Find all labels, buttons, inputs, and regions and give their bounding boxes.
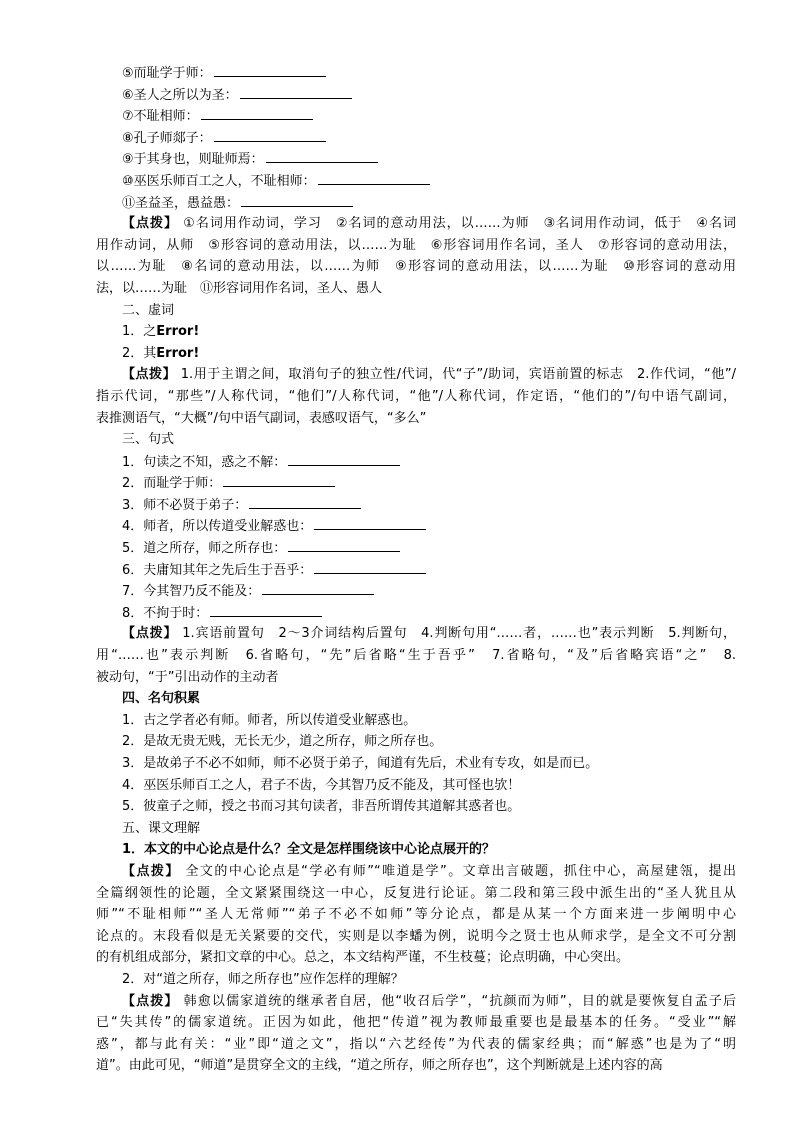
vocab-note-line [96, 278, 736, 300]
jushi-item-text: 6．夫庸知其年之先后生于吾乎： [122, 562, 313, 578]
xuci-note-text: 1.用于主谓之间，取消句子的独立性/代词，代“子”/助词，宾语前置的标志 2.作代词，“他”/ [176, 367, 736, 383]
vocab-item-text: ⑥圣人之所以为圣： [122, 87, 238, 103]
answer-2-text: 韩愈以儒家道统的继承者自居，他“收召后学”，“抗颜而为师”，目的就是要恢复自孟子后 [178, 993, 736, 1009]
xuci-note-text: 指示代词，“那些”/人称代词，“他们”/人称代词，“他”/人称代词，作定语，“他们的”/句中语气副词， [96, 388, 736, 404]
xuci-item-text: 2．其 [122, 345, 157, 361]
answer-1-text: 论点的。末段看似是无关紧要的交代，实则是以李蟠为例，说明今之贤士也从师求学，是全文不可分割 [96, 928, 736, 944]
vocab-item [96, 192, 736, 214]
answer-blank[interactable] [223, 472, 335, 487]
vocab-item [96, 127, 736, 149]
vocab-note-text: 以……为耻 ⑧名词的意动用法，以……为师 ⑨形容词的意动用法，以……为耻 ⑩形容词的意动用 [96, 259, 736, 275]
jushi-item-text: 8．不拘于时： [122, 605, 209, 621]
vocab-item [96, 62, 736, 84]
error-field: Error! [156, 324, 200, 340]
question: 2．对“道之所存，师之所存也”应作怎样的理解？ [122, 971, 404, 987]
answer-blank[interactable] [266, 148, 378, 163]
jushi-item-text: 4．师者，所以传道受业解惑也： [122, 519, 313, 535]
jushi-note-line [96, 645, 736, 667]
answer-blank[interactable] [214, 62, 326, 77]
answer-2-line [96, 991, 736, 1013]
famous-quote: 4．巫医乐师百工之人，君子不齿，今其智乃反不能及，其可怪也欤！ [122, 777, 521, 793]
note-tag: 【点拨】 [122, 216, 179, 232]
jushi-item-text: 3．师不必贤于弟子： [122, 497, 248, 513]
note-tag: 【点拨】 [122, 626, 178, 642]
jushi-note-text: 1.宾语前置句 2～3介词结构后置句 4.判断句用“……者，……也”表示判断 5.判断句， [177, 626, 736, 642]
answer-2-text: 道”。由此可见，“师道”是贯穿全文的主线，“道之所存，师之所存也”，这个判断就是上述内容的高 [96, 1058, 663, 1074]
famous-quote: 2．是故无贵无贱，无长无少，道之所存，师之所存也。 [122, 734, 443, 750]
answer-1-text: 师”“不耻相师”“圣人无常师”“弟子不必不如师”等分论点，都是从某一个方面来进一步阐明中心 [96, 907, 736, 923]
jushi-item [96, 580, 736, 602]
vocab-note-text: 用作动词，从师 ⑤形容词的意动用法，以……为耻 ⑥形容词用作名词，圣人 ⑦形容词的意动用法， [96, 237, 736, 253]
vocab-item [96, 148, 736, 170]
answer-2-line [96, 1055, 736, 1077]
vocab-item [96, 170, 736, 192]
vocab-note-text: ①名词用作动词，学习 ②名词的意动用法，以……为师 ③名词用作动词，低于 ④名词 [178, 216, 736, 232]
answer-1-text: 的有机组成部分，紧扣文章的中心。总之，本文结构严谨，不生枝蔓；论点明确，中心突出。 [96, 950, 630, 966]
jushi-item-text: 1．句读之不知，惑之不解： [122, 454, 287, 470]
vocab-item-text: ⑪圣益圣，愚益愚： [122, 195, 240, 211]
vocab-item-text: ⑩巫医乐师百工之人，不耻相师： [122, 173, 316, 189]
error-field: Error! [156, 345, 200, 361]
answer-2-line [96, 1012, 736, 1034]
jushi-item-text: 5．道之所存，师之所存也： [122, 541, 287, 557]
question: 1．本文的中心论点是什么？全文是怎样围绕该中心论点展开的？ [122, 842, 496, 858]
vocab-note-line [96, 235, 736, 257]
jushi-item [96, 494, 736, 516]
jushi-note-line [96, 623, 736, 645]
note-tag: 【点拨】 [122, 367, 177, 383]
famous-quote: 3．是故弟子不必不如师，师不必贤于弟子，闻道有先后，术业有专攻，如是而已。 [122, 756, 599, 771]
answer-1-line [96, 926, 736, 948]
xuci-note-line [96, 364, 736, 386]
jushi-item [96, 537, 736, 559]
answer-blank[interactable] [288, 451, 400, 466]
answer-2-line [96, 1034, 736, 1056]
vocab-item-text: ⑦不耻相师： [122, 109, 199, 125]
section-heading: 三、句式 [122, 432, 175, 448]
section-heading: 二、虚词 [122, 302, 175, 318]
jushi-item-text: 2．而耻学于师： [122, 476, 222, 492]
answer-blank[interactable] [249, 494, 361, 509]
answer-blank[interactable] [241, 192, 353, 207]
vocab-item-text: ⑤而耻学于师： [122, 66, 212, 81]
answer-blank[interactable] [314, 559, 426, 574]
answer-2-text: 惑”，都与此有关：“业”即“道之文”，指以“六艺经传”为代表的儒家经典；而“解惑”也是为了“明 [96, 1036, 736, 1052]
jushi-note-text: 用“……也”表示判断 6.省略句，“先”后省略“生于吾乎” 7.省略句，“及”后省略宾语“之” 8. [96, 648, 736, 664]
jushi-item [96, 472, 736, 494]
jushi-item [96, 602, 736, 624]
xuci-note-line [96, 386, 736, 408]
xuci-item [96, 343, 736, 365]
answer-blank[interactable] [210, 602, 322, 617]
answer-blank[interactable] [288, 537, 400, 552]
answer-blank[interactable] [318, 170, 430, 185]
answer-blank[interactable] [240, 84, 352, 99]
jushi-item [96, 451, 736, 473]
jushi-item-text: 7．今其智乃反不能及： [122, 584, 261, 600]
section-heading: 四、名句积累 [122, 691, 201, 707]
xuci-item [96, 321, 736, 343]
jushi-note-line [96, 667, 736, 689]
answer-1-line [96, 904, 736, 926]
answer-blank[interactable] [314, 515, 426, 530]
answer-blank[interactable] [201, 105, 313, 120]
xuci-note-text: 表推测语气，“大概”/句中语气副词，表感叹语气，“多么” [96, 410, 427, 426]
answer-1-line [96, 861, 736, 883]
famous-quote: 5．彼童子之师，授之书而习其句读者，非吾所谓传其道解其惑者也。 [122, 799, 521, 815]
jushi-item [96, 559, 736, 581]
vocab-note-line [96, 256, 736, 278]
note-tag: 【点拨】 [122, 863, 180, 879]
section-heading: 五、课文理解 [122, 820, 201, 836]
answer-1-line [96, 947, 736, 969]
jushi-item [96, 515, 736, 537]
xuci-note-line [96, 408, 736, 430]
answer-blank[interactable] [214, 127, 326, 142]
vocab-item-text: ⑧孔子师郯子： [122, 130, 212, 146]
vocab-note-line [96, 213, 736, 235]
answer-blank[interactable] [262, 580, 374, 595]
vocab-item [96, 84, 736, 106]
famous-quote: 1．古之学者必有师。师者，所以传道受业解惑也。 [122, 712, 417, 728]
vocab-item [96, 105, 736, 127]
vocab-item-text: ⑨于其身也，则耻师焉： [122, 152, 264, 168]
answer-1-line [96, 883, 736, 905]
content-column [96, 62, 736, 1077]
answer-1-text: 全文的中心论点是“学必有师”“唯道是学”。文章出言破题，抓住中心，高屋建瓴，提出 [179, 863, 736, 879]
vocab-note-text: 法，以……为耻 ⑪形容词用作名词，圣人、愚人 [96, 280, 383, 296]
answer-1-text: 全篇纲领性的论题，全文紧紧围绕这一中心，反复进行论证。第二段和第三段中派生出的“圣人犹且从 [96, 885, 736, 901]
xuci-item-text: 1．之 [122, 324, 157, 340]
note-tag: 【点拨】 [122, 993, 179, 1009]
jushi-note-text: 被动句，“于”引出动作的主动者 [96, 669, 279, 685]
answer-2-text: 已“失其传”的儒家道统。正因为如此，他把“传道”视为教师最重要也是最基本的任务。“受业”“解 [96, 1015, 736, 1031]
